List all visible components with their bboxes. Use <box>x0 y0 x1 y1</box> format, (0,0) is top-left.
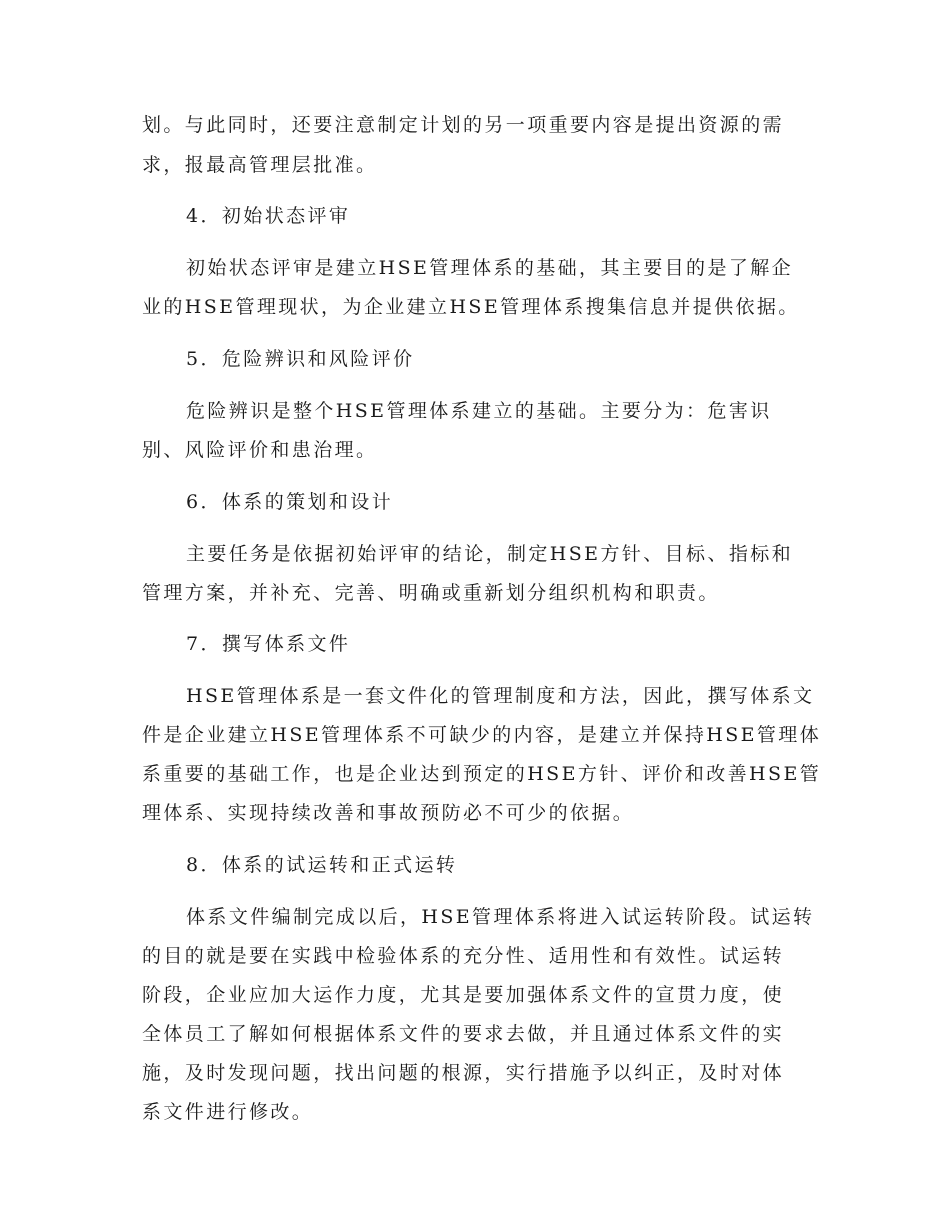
section-heading-8: 8．体系的试运转和正式运转 <box>186 854 458 876</box>
paragraph-line: HSE管理体系是一套文件化的管理制度和方法，因此，撰写体系文 <box>186 685 815 707</box>
paragraph-line: 全体员工了解如何根据体系文件的要求去做，并且通过体系文件的实 <box>142 1023 785 1045</box>
paragraph-line: 系文件进行修改。 <box>142 1101 314 1123</box>
paragraph-line: 的目的就是要在实践中检验体系的充分性、适用性和有效性。试运转 <box>142 945 785 967</box>
section-heading-6: 6．体系的策划和设计 <box>186 491 394 513</box>
paragraph-line: 体系文件编制完成以后，HSE管理体系将进入试运转阶段。试运转 <box>186 906 815 928</box>
paragraph-line: 别、风险评价和患治理。 <box>142 439 378 461</box>
paragraph-line: 初始状态评审是建立HSE管理体系的基础，其主要目的是了解企 <box>186 257 794 279</box>
section-heading-5: 5．危险辨识和风险评价 <box>186 348 415 370</box>
paragraph-line: 施，及时发现问题，找出问题的根源，实行措施予以纠正，及时对体 <box>142 1062 785 1084</box>
intro-line: 划。与此同时，还要注意制定计划的另一项重要内容是提出资源的需 <box>142 114 785 136</box>
paragraph-line: 业的HSE管理现状，为企业建立HSE管理体系搜集信息并提供依据。 <box>142 296 800 318</box>
paragraph-line: 管理方案，并补充、完善、明确或重新划分组织机构和职责。 <box>142 582 720 604</box>
section-heading-7: 7．撰写体系文件 <box>186 633 351 655</box>
intro-line: 求，报最高管理层批准。 <box>142 154 378 176</box>
paragraph-line: 阶段，企业应加大运作力度，尤其是要加强体系文件的宣贯力度，使 <box>142 984 785 1006</box>
paragraph-line: 件是企业建立HSE管理体系不可缺少的内容，是建立并保持HSE管理体 <box>142 724 822 746</box>
paragraph-line: 理体系、实现持续改善和事故预防必不可少的依据。 <box>142 802 635 824</box>
section-heading-4: 4．初始状态评审 <box>186 205 351 227</box>
paragraph-line: 主要任务是依据初始评审的结论，制定HSE方针、目标、指标和 <box>186 543 794 565</box>
paragraph-line: 危险辨识是整个HSE管理体系建立的基础。主要分为：危害识 <box>186 400 772 422</box>
paragraph-line: 系重要的基础工作，也是企业达到预定的HSE方针、评价和改善HSE管 <box>142 763 822 785</box>
